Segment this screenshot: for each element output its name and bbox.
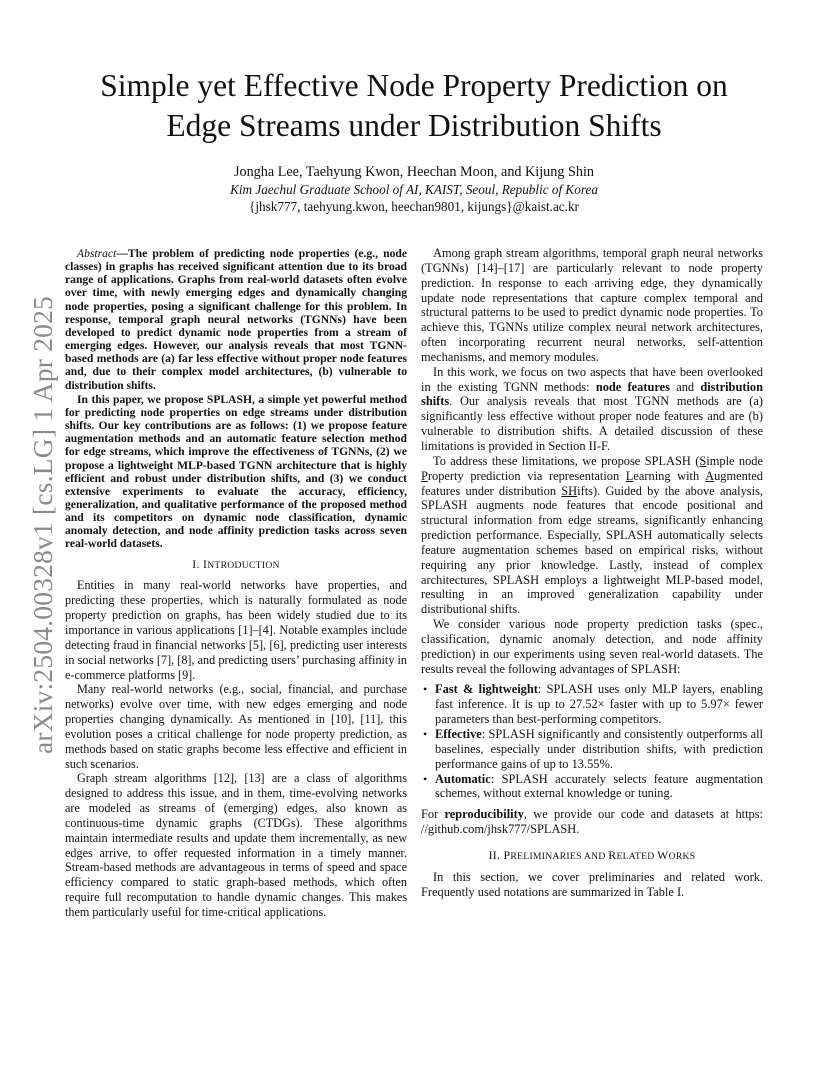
body-paragraph-tgnn: Among graph stream algorithms, temporal graph neural networks (TGNNs) [14]–[17] are particularly relevant to node property prediction. In response to each arriving edge, they dynamically update node representations that capture complex temporal and structural patterns to be used to predict dynamic node properties. To achieve this, TGNNs utilize complex neural network architectures, often incorporating recurrent neural networks, self-attention mechanisms, and memory modules.	[421, 246, 763, 364]
author-emails: {jhsk777, taehyung.kwon, heechan9801, kijungs}@kaist.ac.kr	[249, 199, 579, 214]
abstract-paragraph-1: Abstract—The problem of predicting node properties (e.g., node classes) in graphs has received significant attention due to its broad range of applications. Graphs from real-world datasets often evolve over time, with newly emerging edges and dynamically changing node properties, posing a significant challenge for this problem. In response, temporal graph neural networks (TGNNs) have been developed to predict dynamic node properties from a stream of emerging edges. However, our analysis reveals that most TGNN-based methods are (a) far less effective without proper node features and, due to their complex model architectures, (b) vulnerable to distribution shifts.	[65, 247, 407, 392]
left-column	[65, 247, 407, 920]
list-item: • Effective: SPLASH significantly and consistently outperforms all baselines, especially under distribution shifts, with prediction performance gains of up to 13.55%.	[435, 727, 763, 772]
list-item: • Automatic: SPLASH accurately selects feature augmentation schemes, without external knowledge or tuning.	[435, 772, 763, 802]
list-item: • Fast & lightweight: SPLASH uses only MLP layers, enabling fast inference. It is up to 27.52× faster with up to 5.97× fewer parameters than best-performing competitors.	[435, 682, 763, 727]
author-list: Jongha Lee, Taehyung Kwon, Heechan Moon, and Kijung Shin	[233, 164, 595, 180]
title-line-2: Edge Streams under Distribution Shifts	[166, 108, 662, 143]
section-heading-introduction: I. INTRODUCTION	[192, 556, 280, 571]
intro-paragraph-1: Entities in many real-world networks have properties, and predicting these properties, which is naturally formulated as node property prediction on graphs, has been widely studied due to its importance in various applications [1]–[4]. Notable examples include detecting fraud in financial networks [5], [6], predicting user interests in social networks [7], [8], and predicting users’ purchasing affinity in e-commerce platforms [9].	[65, 578, 407, 682]
preliminaries-paragraph: In this section, we cover preliminaries and related work. Frequently used notations are summarized in Table I.	[421, 869, 763, 899]
reproducibility-paragraph: For reproducibility, we provide our code and datasets at https: //github.com/jhsk777/SPLASH.	[421, 807, 764, 837]
abstract	[65, 247, 407, 551]
affiliation: Kim Jaechul Graduate School of AI, KAIST, Seoul, Republic of Korea	[230, 182, 598, 197]
right-column	[421, 246, 763, 899]
advantages-list	[421, 682, 763, 801]
paper-title	[60, 66, 768, 146]
body-paragraph-splash: To address these limitations, we propose SPLASH (Simple node Property prediction via representation Learning with Augmented features under distribution SHifts). Guided by the above analysis, SPLASH augments node features that encode positional and structural information from edge streams, significantly enhancing prediction performance. Especially, SPLASH automatically selects feature augmentation schemes based on empirical risks, without requiring any prior knowledge. Lastly, instead of complex architectures, SPLASH employs a lightweight MLP-based model, resulting in an improved generalization capability under distributional shifts.	[421, 453, 764, 617]
arxiv-identifier: arXiv:2504.00328v1 [cs.LG] 1 Apr 2025	[27, 295, 59, 755]
section-heading-preliminaries: II. PRELIMINARIES AND RELATED WORKS	[488, 847, 696, 862]
intro-paragraph-2: Many real-world networks (e.g., social, financial, and purchase networks) evolve over time, with new edges emerging and node properties changing dynamically. As mentioned in [10], [11], this evolution poses a critical challenge for node property prediction, as methods based on static graphs become less effective and efficient in such scenarios.	[65, 682, 407, 771]
body-paragraph-tasks: We consider various node property prediction tasks (spec., classification, dynamic anomaly detection, and node affinity prediction) in our experiments using seven real-world datasets. The results reveal the following advantages of SPLASH:	[421, 617, 763, 676]
title-line-1: Simple yet Effective Node Property Prediction on	[100, 68, 728, 103]
abstract-paragraph-2: In this paper, we propose SPLASH, a simple yet powerful method for predicting node properties on edge streams under distribution shifts. Our key contributions are as follows: (1) we propose feature augmentation methods and an automatic feature selection method for edge streams, which improve the effectiveness of TGNNs, (2) we propose a lightweight MLP-based TGNN architecture that is highly efficient and robust under distribution shifts, and (3) we conduct extensive experiments to evaluate the accuracy, efficiency, generalization, and qualitative performance of the proposed method and its competitors on dynamic node classification, dynamic anomaly detection, and node affinity prediction tasks across seven real-world datasets.	[65, 392, 407, 551]
body-paragraph-focus: In this work, we focus on two aspects that have been overlooked in the existing TGNN methods: node features and distribution shifts. Our analysis reveals that most TGNN methods are (a) significantly less effective without proper node features and are (b) vulnerable to distribution shifts. A detailed discussion of these limitations is provided in Section II-F.	[421, 364, 763, 453]
intro-paragraph-3: Graph stream algorithms [12], [13] are a class of algorithms designed to address this issue, and in them, time-evolving networks are modeled as streams of (emerging) edges, also known as continuous-time dynamic graphs (CTDGs). These algorithms maintain intermediate results and update them incrementally, as new edges arrive, to offer requested information in a timely manner. Stream-based methods are advantageous in terms of speed and space efficiency compared to static graph-based methods, which often require full recomputation to handle dynamic changes. This makes them particularly useful for time-critical applications.	[65, 771, 407, 919]
abstract-label: Abstract	[77, 247, 117, 260]
